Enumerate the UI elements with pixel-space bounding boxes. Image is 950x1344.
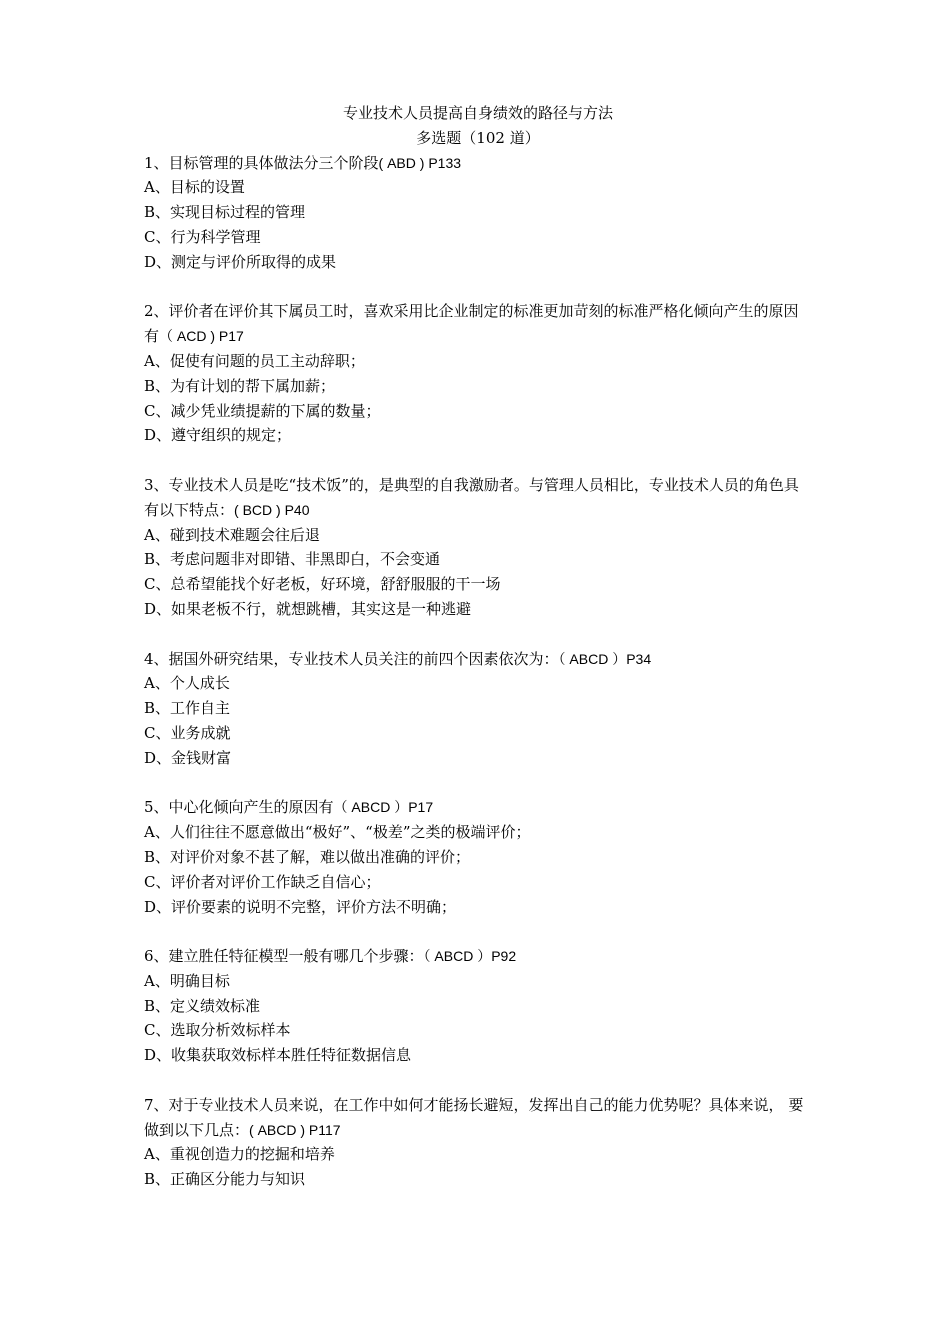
option-c: C、评价者对评价工作缺乏自信心； [144,872,381,891]
question-stem [144,944,812,969]
question-answer: ( ABD ) P133 [378,154,462,171]
question-2 [144,299,812,448]
document-subtitle: 多选题（102 道） [416,128,540,147]
question-answer: ( BCD ) P40 [234,501,310,518]
question-answer: ( ABCD ) P117 [249,1121,341,1138]
question-6 [144,944,812,1068]
question-stem [144,299,812,349]
option-d: D、测定与评价所取得的成果 [144,252,337,271]
option-a: A、重视创造力的挖掘和培养 [144,1145,335,1164]
option-b: B、实现目标过程的管理 [144,203,306,222]
option-b: B、对评价对象不甚了解，难以做出准确的评价； [144,847,471,866]
question-answer: （ ABCD ）P92 [423,948,517,965]
question-stem [144,151,812,176]
option-d: D、评价要素的说明不完整，评价方法不明确； [144,897,457,916]
spacer [144,1068,812,1093]
option-a: A、促使有问题的员工主动辞职； [144,351,365,370]
option-c: C、选取分析效标样本 [144,1021,291,1040]
document-title: 专业技术人员提高自身绩效的路径与方法 [342,104,613,122]
question-stem [144,795,812,820]
question-text: 4、据国外研究结果，专业技术人员关注的前四个因素依次为： [144,649,559,668]
option-d: D、如果老板不行，就想跳槽，其实这是一种逃避 [144,599,472,618]
document-content [144,101,812,1192]
option-c: C、总希望能找个好老板，好环境，舒舒服服的干一场 [144,575,501,594]
option-b: B、为有计划的帮下属加薪； [144,376,336,395]
option-c: C、业务成就 [144,723,231,742]
option-b: B、定义绩效标准 [144,996,261,1015]
question-5 [144,795,812,919]
question-answer: （ ABCD ）P34 [558,650,652,667]
option-a: A、个人成长 [144,674,230,693]
spacer [144,448,812,473]
question-text: 5、中心化倾向产生的原因有 [144,798,334,817]
option-a: A、碰到技术难题会往后退 [144,525,320,544]
question-stem [144,1093,812,1143]
question-4 [144,647,812,771]
question-text: 7、对于专业技术人员来说，在工作中如何才能扬长避短，发挥出自己的能力优势呢？具体来说， 要做到以下几点： [144,1095,804,1139]
question-1 [144,151,812,275]
question-7 [144,1093,812,1192]
option-d: D、遵守组织的规定； [144,426,292,445]
spacer [144,275,812,300]
question-answer: （ ACD ) P17 [159,328,244,345]
spacer [144,622,812,647]
option-c: C、行为科学管理 [144,227,261,246]
question-text: 3、专业技术人员是吃“技术饭”的，是典型的自我激励者。与管理人员相比，专业技术人员的角色具有以下特点： [144,475,799,519]
option-c: C、减少凭业绩提薪的下属的数量； [144,401,381,420]
option-a: A、明确目标 [144,971,230,990]
question-text: 1、目标管理的具体做法分三个阶段 [144,153,379,172]
option-b: B、考虑问题非对即错、非黑即白，不会变通 [144,550,441,569]
question-text: 2、评价者在评价其下属员工时，喜欢采用比企业制定的标准更加苛刻的标准严格化倾向产生的原因有 [144,302,799,346]
question-stem [144,473,812,523]
question-answer: （ ABCD ）P17 [333,799,434,816]
option-b: B、工作自主 [144,699,231,718]
option-d: D、金钱财富 [144,748,232,767]
option-a: A、人们往往不愿意做出“极好”、“极差”之类的极端评价； [144,823,531,842]
option-b: B、正确区分能力与知识 [144,1170,306,1189]
option-a: A、目标的设置 [144,178,245,197]
option-d: D、收集获取效标样本胜任特征数据信息 [144,1046,412,1065]
spacer [144,771,812,796]
question-text: 6、建立胜任特征模型一般有哪几个步骤： [144,947,424,966]
question-3 [144,473,812,622]
question-stem [144,647,812,672]
spacer [144,919,812,944]
